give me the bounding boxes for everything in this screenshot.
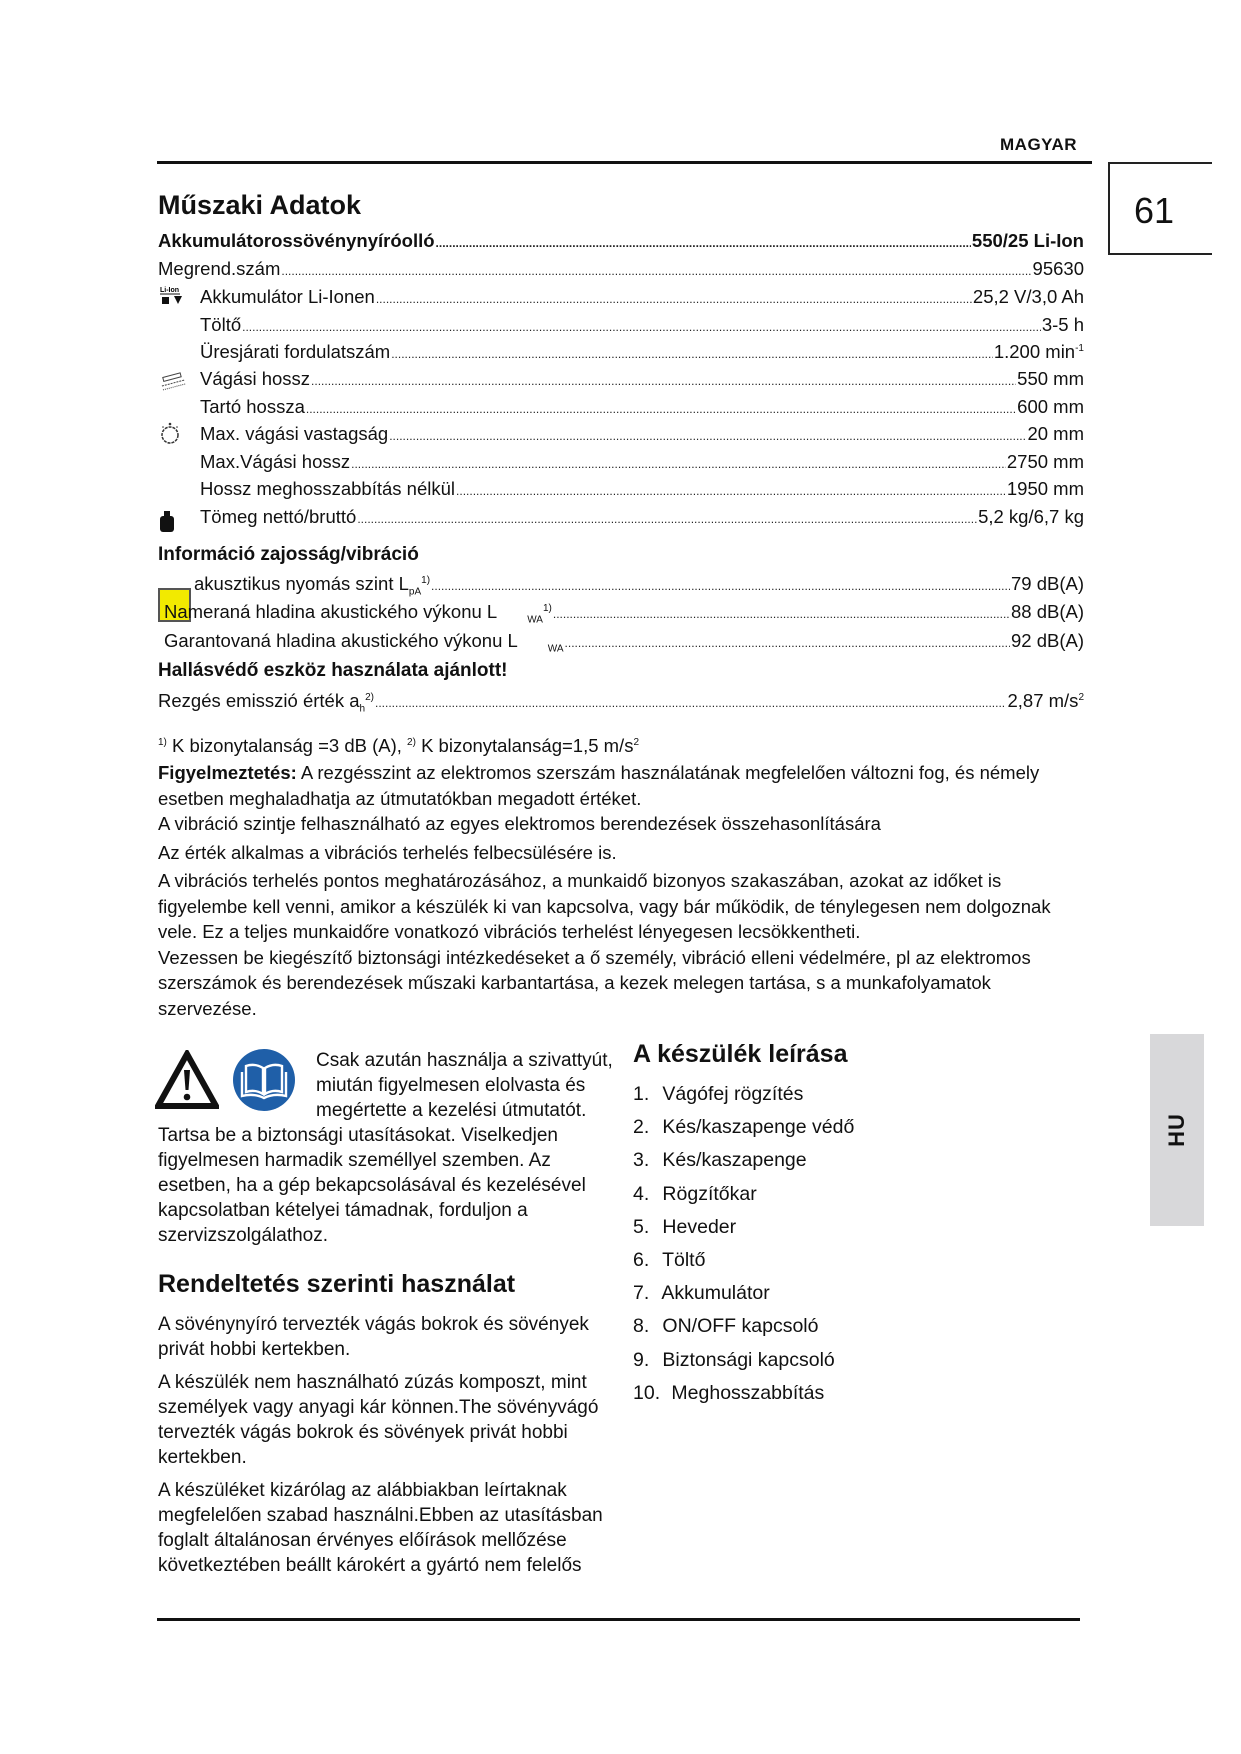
noise-row — [158, 630, 1084, 655]
noise-row — [158, 573, 1084, 598]
spec-row — [158, 451, 1084, 473]
intended-use-paragraph: A készülék nem használható zúzás komposzt, mint személyek vagy anyagi kár können.The sövényvágó tervezték vágás bokrok és sövények privát hobbi kertekben. — [158, 1372, 599, 1468]
leader-dots — [375, 696, 1006, 710]
device-description-heading: A készülék leírása — [633, 1040, 848, 1068]
noise-value: 88 dB(A) — [1010, 601, 1084, 622]
spec-row — [158, 368, 1084, 390]
spec-label: Töltő — [200, 314, 242, 335]
spec-row — [158, 478, 1084, 500]
noise-label — [164, 630, 564, 655]
vibration-value-text: 2,87 m/s — [1007, 690, 1079, 711]
spec-row — [158, 286, 1084, 308]
vibration-row — [158, 690, 1084, 715]
item-label: Biztonsági kapcsoló — [662, 1348, 835, 1371]
spec-value: 2750 mm — [1006, 451, 1084, 472]
warning-paragraph — [158, 760, 1088, 811]
spec-row — [158, 423, 1084, 445]
spec-value: 600 mm — [1017, 396, 1084, 417]
spec-value: 95630 — [1032, 258, 1084, 279]
vibration-label — [158, 690, 374, 715]
noise-subscript: pA — [408, 586, 422, 598]
item-number: 1. — [633, 1083, 650, 1105]
warning-text: Vezessen be kiegészítő biztonsági intézkedéseket a ő személy, vibráció elleni védelmére, pl az elektromos szerszámok és berendezések műszaki karbantartása, a kezek melegen tartása, s a munkafolyamatok szervezése. — [158, 946, 1031, 1019]
footnote-text-2: K bizonytalanság=1,5 m/s — [415, 735, 634, 756]
read-manual-text: Csak azután használja a szivattyút, miután figyelmesen elolvasta és megértette a kezelési útmutatót. — [316, 1050, 613, 1121]
item-number: 10. — [633, 1381, 661, 1404]
item-label: Meghosszabbítás — [671, 1381, 825, 1404]
spec-label: Tömeg nettó/bruttó — [200, 506, 357, 527]
spec-row — [158, 341, 1084, 363]
list-item — [633, 1216, 854, 1249]
noise-superscript: 1) — [421, 574, 431, 586]
list-item — [633, 1349, 854, 1382]
leader-dots — [311, 374, 1016, 388]
safety-instructions-text: Tartsa be a biztonsági utasításokat. Viselkedjen figyelmesen harmadik személlyel szemben. Az esetben, ha a gép bekapcsolásával és kezelésével kapcsolatban kételyei támadnak, forduljon a szervizszolgálathoz. — [158, 1125, 586, 1246]
leader-dots — [436, 236, 971, 250]
leader-dots — [389, 429, 1026, 443]
noise-label — [164, 601, 552, 626]
item-label: ON/OFF kapcsoló — [662, 1315, 819, 1338]
item-label: Heveder — [662, 1215, 737, 1238]
spec-label: Üresjárati fordulatszám — [200, 341, 391, 362]
spec-value: 20 mm — [1027, 423, 1084, 444]
spec-value: 550 mm — [1017, 368, 1084, 389]
vibration-label-text: Rezgés emisszió érték a — [158, 690, 360, 711]
noise-label-text: akusztikus nyomás szint L — [194, 573, 409, 594]
intended-use-body — [158, 1312, 618, 1586]
list-item — [633, 1116, 854, 1149]
spec-value: 5,2 kg/6,7 kg — [978, 506, 1084, 527]
intended-use-paragraph: A sövénynyíró tervezték vágás bokrok és sövények privát hobbi kertekben. — [158, 1314, 589, 1360]
item-number: 5. — [633, 1215, 650, 1238]
vibration-value — [1007, 690, 1084, 712]
spec-row — [158, 396, 1084, 418]
leader-dots — [357, 512, 977, 526]
spec-value — [994, 341, 1084, 363]
bottom-divider — [157, 1618, 1080, 1621]
spec-label: Hossz meghosszabbítás nélkül — [200, 478, 456, 499]
leader-dots — [553, 607, 1010, 621]
list-item — [633, 1282, 854, 1315]
list-item — [633, 1183, 854, 1216]
vibration-warning-block — [158, 760, 1088, 1021]
spec-label: Max.Vágási hossz — [200, 451, 351, 472]
spec-label: Akkumulátor Li-Ionen — [200, 286, 375, 307]
item-number: 8. — [633, 1315, 650, 1338]
intended-use-paragraph: A készüléket kizárólag az alábbiakban leírtaknak megfelelően szabad használni.Ebben az utasításban foglalt általánosan érvényes előírások mellőzése következtében beállt károkért a gyártó nem felelős — [158, 1480, 603, 1576]
spec-label: Tartó hossza — [200, 396, 305, 417]
spec-value: 25,2 V/3,0 Ah — [972, 286, 1084, 307]
spec-row — [158, 258, 1084, 280]
warning-label: Figyelmeztetés: — [158, 762, 297, 783]
spec-label: Max. vágási vastagság — [200, 423, 389, 444]
warning-text: A rezgésszint az elektromos szerszám használatának megfelelően változni fog, és némely esetben meghaladhatja az útmutatókban megadott értéket. — [158, 762, 1040, 809]
warning-text: A vibráció szintje felhasználható az egyes elektromos berendezések összehasonlítására — [158, 813, 881, 834]
leader-dots — [306, 402, 1016, 416]
item-number: 2. — [633, 1116, 650, 1139]
item-label: Rögzítőkar — [662, 1182, 757, 1205]
noise-label-text: Nameraná hladina akustického výkonu L — [164, 601, 498, 622]
leader-dots — [456, 484, 1006, 498]
leader-dots — [351, 457, 1006, 471]
language-side-tab — [1150, 1034, 1204, 1226]
language-header: MAGYAR — [1000, 135, 1077, 154]
list-item — [633, 1382, 854, 1415]
vibration-value-superscript: 2 — [1078, 691, 1084, 703]
noise-label-text: Garantovaná hladina akustického výkonu L — [164, 630, 518, 651]
spec-value: 550/25 Li-Ion — [971, 230, 1084, 251]
item-label: Töltő — [662, 1248, 706, 1271]
language-code: HU — [1164, 1113, 1189, 1147]
item-number: 7. — [633, 1282, 650, 1305]
noise-superscript: 1) — [542, 602, 552, 614]
noise-subscript: WA — [547, 643, 564, 655]
warning-text: A vibrációs terhelés pontos meghatározásához, a munkaidő bizonyos szakaszában, azokat az időket is figyelembe kell venni, amikor a készülék ki van kapcsolva, vagy bár működik, de ténylegesen nem dolgoznak vele. Ez a teljes munkaidőre vonatkozó vibrációs terhelést lényegesen lecsökkentheti. — [158, 870, 1051, 942]
leader-dots — [242, 320, 1041, 334]
spec-row — [158, 506, 1084, 528]
spec-row — [158, 314, 1084, 336]
item-label: Vágófej rögzítés — [662, 1083, 804, 1105]
list-item — [633, 1149, 854, 1182]
read-manual-icon — [232, 1048, 296, 1117]
noise-label — [194, 573, 430, 598]
warning-text: Az érték alkalmas a vibrációs terhelés felbecsülésére is. — [158, 841, 617, 863]
list-item — [633, 1315, 854, 1348]
spec-value: 1950 mm — [1006, 478, 1084, 499]
item-number: 4. — [633, 1182, 650, 1205]
item-number: 6. — [633, 1248, 650, 1271]
list-item — [633, 1083, 854, 1116]
item-number: 3. — [633, 1149, 650, 1172]
page-title: Műszaki Adatok — [158, 190, 362, 220]
spec-label: Vágási hossz — [200, 368, 311, 389]
spec-value-text: 1.200 min — [993, 341, 1076, 362]
footnote-marker-2: 2) — [407, 736, 416, 748]
footnote-superscript: 2 — [633, 736, 640, 748]
vibration-superscript: 2) — [365, 691, 374, 703]
uncertainty-footnote — [158, 735, 639, 757]
noise-row — [158, 601, 1084, 626]
item-label: Akkumulátor — [661, 1282, 770, 1305]
vibration-subscript: h — [359, 703, 366, 715]
noise-heading: Információ zajosság/vibráció — [158, 544, 419, 565]
device-parts-list — [633, 1083, 854, 1415]
svg-text:Li-Ion: Li-Ion — [160, 287, 180, 294]
noise-value: 79 dB(A) — [1010, 573, 1084, 594]
spec-value-superscript: -1 — [1075, 342, 1084, 354]
item-number: 9. — [633, 1348, 650, 1371]
leader-dots — [281, 264, 1031, 278]
page-number-box — [1108, 162, 1212, 255]
footnote-text-1: K bizonytalanság =3 dB (A), — [166, 735, 408, 756]
leader-dots — [565, 636, 1010, 650]
noise-subscript: WA — [527, 614, 543, 626]
hearing-protection-warning: Hallásvédő eszköz használata ajánlott! — [158, 660, 508, 681]
item-label: Kés/kaszapenge — [662, 1149, 807, 1172]
leader-dots — [391, 347, 993, 361]
warning-triangle-icon — [155, 1050, 219, 1115]
spec-row-product — [158, 230, 1084, 252]
spec-label: Megrend.szám — [158, 258, 281, 279]
page-number: 61 — [1134, 190, 1175, 231]
footnote-marker-1: 1) — [158, 736, 167, 748]
intended-use-heading: Rendeltetés szerinti használat — [158, 1270, 516, 1298]
item-label: Kés/kaszapenge védő — [662, 1116, 855, 1139]
list-item — [633, 1249, 854, 1282]
spec-value: 3-5 h — [1041, 314, 1084, 335]
leader-dots — [376, 292, 972, 306]
spec-label: Akkumulátorossövénynyíróolló — [158, 230, 435, 251]
noise-value: 92 dB(A) — [1010, 630, 1084, 651]
top-divider — [157, 161, 1092, 164]
leader-dots — [431, 579, 1010, 593]
